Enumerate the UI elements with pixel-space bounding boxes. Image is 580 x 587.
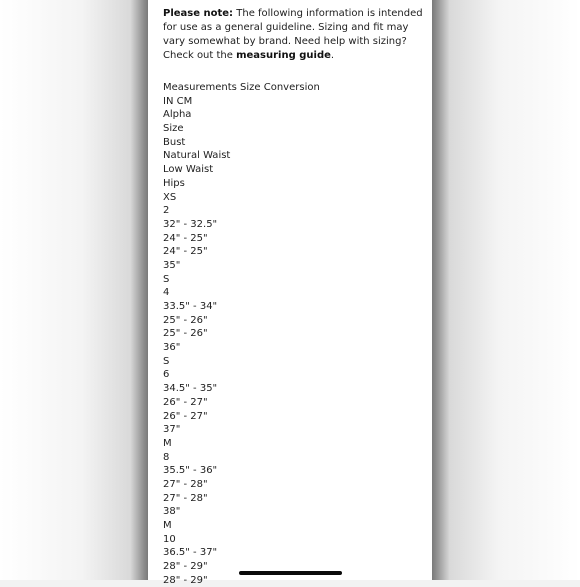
size-cell: 36.5" - 37" [163, 547, 218, 559]
header-alpha: Alpha [163, 109, 192, 121]
header-natural-waist: Natural Waist [163, 150, 231, 162]
size-cell: 24" - 25" [163, 232, 208, 244]
size-cell: 27" - 28" [163, 492, 208, 504]
size-cell: 28" - 29" [163, 574, 208, 586]
size-cell: 8 [163, 451, 170, 463]
size-cell: M [163, 520, 172, 531]
note-end: . [330, 50, 335, 61]
size-cell: 38" [163, 506, 181, 518]
background-right [432, 0, 580, 580]
header-size: Size [163, 123, 184, 135]
size-cell: 25" - 26" [163, 328, 208, 340]
size-cell: 35" [163, 259, 181, 271]
sizing-note [163, 7, 425, 63]
size-cell: 26" - 27" [163, 410, 208, 422]
header-low-waist: Low Waist [163, 164, 214, 176]
size-cell: 24" - 25" [163, 246, 208, 258]
size-cell: 6 [163, 369, 170, 381]
size-cell: 2 [163, 205, 170, 217]
size-cell: 36" [163, 342, 181, 354]
size-cell: 32" - 32.5" [163, 218, 218, 230]
header-hips: Hips [163, 177, 185, 189]
home-indicator[interactable] [239, 571, 342, 575]
note-text: The following information is intended for use as a general guideline. Sizing and fit may vary somewhat by brand. Need help with sizing? Check out the [163, 8, 423, 61]
phone-screen[interactable] [148, 0, 432, 586]
size-cell: 26" - 27" [163, 396, 208, 408]
size-cell: 35.5" - 36" [163, 465, 218, 477]
size-cell: 27" - 28" [163, 478, 208, 490]
size-cell: XS [163, 191, 177, 203]
size-cell: S [163, 355, 170, 367]
size-cell: 33.5" - 34" [163, 301, 218, 312]
size-chart-title: Measurements Size Conversion [163, 82, 320, 93]
size-cell: 34.5" - 35" [163, 383, 218, 395]
header-bust: Bust [163, 136, 186, 148]
size-cell: 28" - 29" [163, 561, 208, 573]
size-cell: 25" - 26" [163, 314, 208, 326]
background-left [0, 0, 148, 580]
size-cell: M [163, 437, 172, 449]
size-chart [163, 81, 425, 587]
size-cell: S [163, 273, 170, 285]
size-cell: 37" [163, 424, 181, 436]
size-cell: 4 [163, 287, 170, 299]
note-label: Please note: [163, 8, 234, 19]
unit-toggle[interactable]: IN CM [163, 95, 193, 107]
size-cell: 10 [163, 533, 176, 545]
measuring-guide-link[interactable]: measuring guide [236, 50, 331, 61]
size-guide-content [163, 7, 425, 587]
